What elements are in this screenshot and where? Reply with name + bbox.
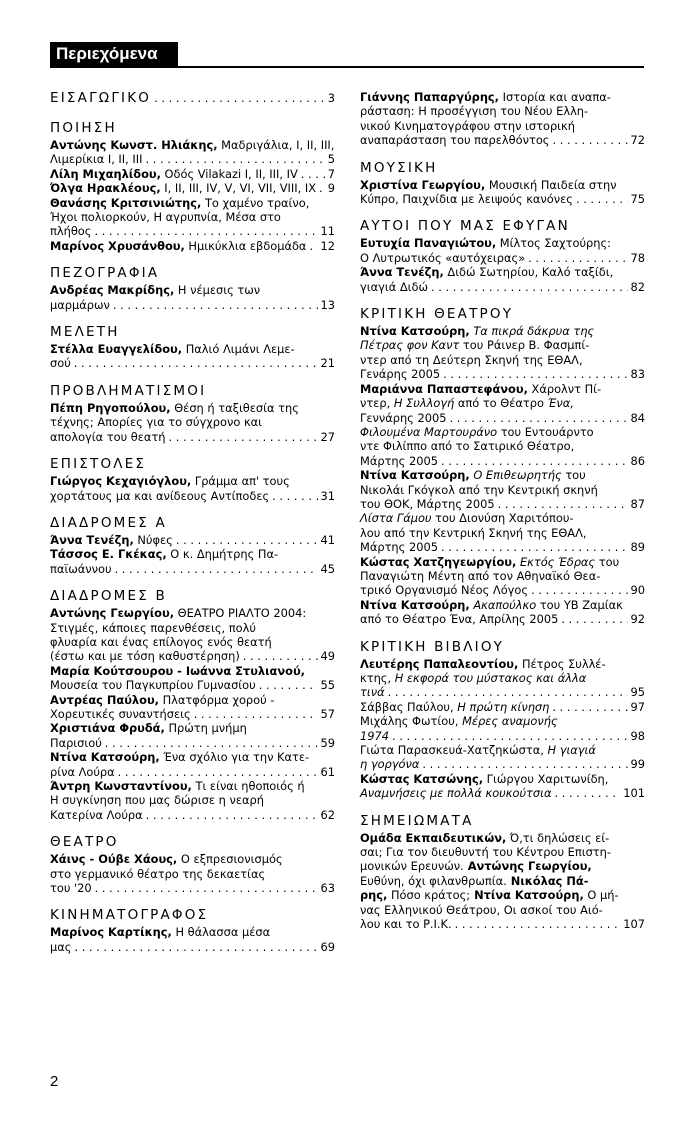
section-title: ΚΡΙΤΙΚΗ ΘΕΑΤΡΟΥ	[360, 306, 514, 323]
author-name: Μαρία Κούτσουρου - Ιωάννα Στυλιανού,	[50, 663, 305, 678]
author-name: Μαριάννα Παπαστεφάνου,	[360, 381, 528, 396]
author-name: Χάινς - Ούβε Χάους,	[50, 852, 178, 867]
author-name: Πέπη Ρηγοπούλου,	[50, 400, 171, 415]
section-title: ΔΙΑΔΡΟΜΕΣ Β	[50, 588, 167, 605]
author-name: Ντίνα Κατσούρη,	[470, 888, 584, 903]
author-name: Αντώνης Γεωργίου,	[463, 859, 592, 874]
section-title: ΚΡΙΤΙΚΗ ΒΙΒΛΙΟΥ	[360, 638, 505, 655]
work-title: Ευθύνη, όχι φιλανθρωπία.	[360, 873, 507, 888]
work-title: Μάρτης 2005	[360, 540, 438, 555]
page-ref: 11	[320, 224, 335, 239]
toc-entry-continued	[360, 90, 645, 148]
toc-entry[interactable]	[50, 196, 335, 239]
author-name: Νικόλας Πά-	[506, 873, 589, 888]
page-ref: 12	[320, 238, 335, 253]
toc-entry[interactable]	[50, 283, 335, 312]
toc-entry[interactable]	[360, 743, 645, 772]
page-ref: 45	[320, 561, 335, 576]
page-ref: 92	[630, 612, 645, 627]
toc-entry[interactable]	[50, 138, 335, 167]
work-title: Γιώτα Παρασκευά-Χατζηκώστα,	[360, 743, 548, 758]
toc-entry[interactable]	[360, 831, 645, 932]
toc-entry[interactable]	[360, 178, 645, 207]
work-title: του	[561, 468, 586, 483]
work-title: του ΥΒ Ζαμίακ	[536, 597, 623, 612]
page-ref: 97	[630, 699, 645, 714]
page-ref: 61	[320, 764, 335, 779]
work-title: Σάββας Παύλου,	[360, 699, 458, 714]
work-title: λου από την Κεντρική Σκηνή της ΕΘΑΛ,	[360, 525, 587, 540]
work-title: ντερ από τη Δεύτερη Σκηνή της ΕΘΑΛ,	[360, 352, 583, 367]
section-title: ΕΙΣΑΓΩΓΙΚΟ	[50, 90, 152, 106]
work-title: Ο Επιθεωρητής	[469, 468, 562, 483]
page-ref: 57	[320, 706, 335, 721]
author-name: Ντίνα Κατσούρη,	[50, 750, 160, 765]
page-ref: 55	[320, 678, 335, 693]
toc-entry[interactable]	[50, 533, 335, 547]
work-title: τινά	[360, 685, 385, 700]
work-title: Θέση ή ταξιθεσία της	[170, 400, 299, 415]
work-title: τέχνης; Απορίες για το σύγχρονο και	[50, 415, 263, 430]
page-ref: 90	[630, 583, 645, 598]
toc-right-column	[360, 90, 645, 944]
toc-entry[interactable]	[50, 693, 335, 722]
work-title: Μουσική Παιδεία στην	[485, 177, 617, 192]
work-title: Πέτρος Συλλέ-	[518, 656, 606, 671]
author-name: Αντώνης Γεωργίου,	[50, 606, 175, 621]
author-name: Μαρίνος Χρυσάνθου,	[50, 238, 185, 253]
author-name: Ομάδα Εκπαιδευτικών,	[360, 830, 507, 845]
work-title: Νύφες	[133, 532, 173, 547]
work-title: Γενάρης 2005	[360, 367, 441, 382]
toc-section-cinema	[50, 907, 335, 954]
work-title: Μάρτης 2005	[360, 453, 438, 468]
work-title: του Εντουάρντο	[497, 424, 594, 439]
author-name: Κώστας Κατσώνης,	[360, 771, 484, 786]
toc-entry[interactable]	[360, 598, 645, 627]
author-name: Θανάσης Κριτσινιώτης,	[50, 195, 202, 210]
page-ref: 107	[623, 917, 645, 932]
work-title: Γράμμα απ' τους	[191, 474, 290, 489]
page-title: Περιεχόμενα	[50, 42, 178, 66]
work-title: Παρισιού	[50, 735, 102, 750]
work-title: Οδός Vilakazi I, II, III, IV	[160, 166, 298, 181]
toc-section-notes	[360, 813, 645, 932]
work-title: ράσταση: Η προσέγγιση του Νέου Ελλη-	[360, 104, 589, 119]
section-title: ΠΟΙΗΣΗ	[50, 120, 117, 136]
work-title: Ήχοι πολιορκούν, Η αγρυπνία, Μέσα στο	[50, 210, 281, 225]
work-title: Γιώργου Χαριτωνίδη,	[483, 771, 609, 786]
toc-entry[interactable]	[50, 474, 335, 503]
toc-section-routes-a	[50, 515, 335, 576]
work-title: σού	[50, 356, 71, 371]
page-ref: 99	[630, 757, 645, 772]
work-title: γιαγιά Διδώ	[360, 279, 428, 294]
work-title: Η γιαγιά	[547, 743, 596, 758]
section-title: ΚΙΝΗΜΑΤΟΓΡΑΦΟΣ	[50, 907, 209, 924]
work-title: αναπαράσταση του παρελθόντος	[360, 133, 550, 148]
work-title: λου και το Ρ.Ι.Κ.	[360, 917, 452, 932]
page-ref: 72	[630, 133, 645, 148]
work-title: Ό,τι δηλώσεις εί-	[506, 830, 610, 845]
work-title: από το Θέατρο Ένα, Απρίλης 2005	[360, 612, 559, 627]
author-name: Χριστίνα Γεωργίου,	[360, 177, 486, 192]
work-title: χορτάτους μα και ανίδεους Αντίποδες	[50, 488, 270, 503]
toc-section-study	[50, 324, 335, 371]
work-title: Πέτρας φον Καντ	[360, 338, 460, 353]
work-title: Τα πικρά δάκρυα της	[469, 324, 595, 339]
author-name: Λίλη Μιχαηλίδου,	[50, 166, 161, 181]
work-title: Ακαπούλκο	[469, 597, 537, 612]
page-ref: 31	[320, 488, 335, 503]
page-ref: 101	[623, 786, 645, 801]
author-name: Στέλλα Ευαγγελίδου,	[50, 342, 183, 357]
toc-section-routes-b	[50, 588, 335, 822]
toc-entry[interactable]	[50, 342, 335, 371]
work-title: Τι είναι ηθοποιός ή	[191, 779, 305, 793]
work-title: σαι; Για τον διευθυντή του Κέντρου Επιστη-	[360, 845, 611, 860]
author-name: ρης,	[360, 888, 388, 903]
page-ref: 84	[630, 410, 645, 425]
work-title: του ΘΟΚ, Μάρτης 2005	[360, 496, 495, 511]
author-name: Αντρέας Παύλου,	[50, 692, 159, 707]
toc-section-reflections	[50, 383, 335, 444]
toc-entry[interactable]	[50, 779, 335, 822]
toc-entry[interactable]	[360, 555, 645, 598]
work-title: Μέρες αναμονής	[462, 714, 558, 729]
toc-entry[interactable]	[360, 714, 645, 743]
toc-entry[interactable]	[360, 468, 645, 511]
author-name: Λευτέρης Παπαλεοντίου,	[360, 656, 519, 671]
work-title: Παναγιώτη Μέντη από τον Αθηναϊκό Θεα-	[360, 568, 601, 583]
toc-entry[interactable]	[50, 401, 335, 444]
work-title: η γοργόνα	[360, 757, 420, 772]
page-ref: 89	[630, 540, 645, 555]
work-title: Παλιό Λιμάνι Λεμε-	[182, 342, 295, 357]
work-title: (έστω και με τόση καθυστέρηση)	[50, 649, 240, 664]
work-title: Ο κ. Δημήτρης Πα-	[166, 547, 279, 562]
author-name: Άννα Τενέζη,	[50, 532, 134, 547]
work-title: Η συγκίνηση που μας δώρισε η νεαρή	[50, 793, 264, 808]
work-title: του	[595, 554, 620, 569]
author-name: Αντώνης Κωνστ. Ηλιάκης,	[50, 138, 218, 152]
author-name: Γιάννης Παπαργύρης,	[360, 90, 500, 104]
work-title: Κύπρο, Παιχνίδια με λειψούς κανόνες	[360, 192, 573, 207]
work-title: Πρώτη μνήμη	[164, 721, 247, 736]
work-title: Κατερίνα Λούρα	[50, 807, 143, 822]
toc-section-prose	[50, 265, 335, 312]
toc-entry[interactable]	[360, 382, 645, 425]
work-title: μας	[50, 939, 72, 954]
work-title: I, II, III, IV, V, VI, VII, VIII, IX	[160, 181, 317, 196]
work-title: του '20	[50, 881, 92, 896]
section-title: ΣΗΜΕΙΩΜΑΤΑ	[360, 812, 474, 829]
toc-entry[interactable]	[50, 852, 335, 895]
work-title: παϊωάννου	[50, 561, 112, 576]
toc-entry[interactable]	[50, 167, 335, 181]
work-title: Διδώ Σωτηρίου, Καλό ταξίδι,	[443, 265, 614, 280]
work-title: Εκτός Έδρας	[516, 554, 596, 569]
work-title: Στιγμές, κάποιες παρενθέσεις, πολύ	[50, 620, 256, 635]
page-ref: 27	[320, 429, 335, 444]
toc-entry[interactable]	[360, 700, 645, 714]
work-title: του Ράινερ Β. Φασμπί-	[459, 338, 590, 353]
page-header	[50, 42, 644, 68]
work-title: Η εκφορά του μύστακος και άλλα	[394, 671, 587, 685]
work-title: Ένα σχόλιο για την Κατε-	[159, 750, 310, 765]
author-name: Ευτυχία Παναγιώτου,	[360, 236, 497, 251]
work-title: Ο εξπρεσιονισμός	[177, 852, 283, 867]
page-ref: 78	[630, 250, 645, 265]
author-name: Τάσσος Ε. Γκέκας,	[50, 547, 167, 562]
toc-entry[interactable]	[50, 239, 335, 253]
author-name: Άντρη Κωνσταντίνου,	[50, 779, 192, 793]
work-title: ντε Φιλίππο από το Σατιρικό Θέατρο,	[360, 439, 575, 454]
author-name: Χριστιάνα Φρυδά,	[50, 721, 165, 736]
work-title: Πόσο κράτος;	[387, 888, 471, 903]
author-name: Ανδρέας Μακρίδης,	[50, 283, 175, 298]
toc-entry[interactable]	[50, 925, 335, 954]
section-title: ΠΕΖΟΓΡΑΦΙΑ	[50, 265, 160, 282]
page-ref: 59	[320, 735, 335, 750]
toc-section-theatre	[50, 834, 335, 895]
section-title: ΜΕΛΕΤΗ	[50, 324, 120, 341]
toc-entry[interactable]	[360, 90, 645, 148]
work-title: Η Συλλογή	[393, 396, 455, 411]
work-title: Ιστορία και αναπα-	[499, 90, 611, 104]
work-title: πλήθος	[50, 224, 92, 239]
page-ref: 87	[630, 496, 645, 511]
toc-section-intro	[50, 90, 335, 108]
page-ref: 86	[630, 453, 645, 468]
toc-entry[interactable]	[360, 425, 645, 468]
work-title: Χορευτικές συναντήσεις	[50, 706, 191, 721]
work-title: Μιχάλης Φωτίου,	[360, 714, 463, 729]
work-title: στο γερμανικό θέατρο της δεκαετίας	[50, 866, 266, 881]
author-name: Όλγα Ηρακλέους,	[50, 181, 161, 196]
page-ref: 49	[320, 649, 335, 664]
toc-entry[interactable]	[50, 606, 335, 664]
section-title: ΕΠΙΣΤΟΛΕΣ	[50, 456, 147, 473]
work-title: Η θάλασσα μέσα	[171, 925, 271, 940]
author-name: Γιώργος Κεχαγιόγλου,	[50, 474, 192, 489]
page-ref: 7	[327, 166, 335, 181]
toc-entry[interactable]	[360, 657, 645, 700]
toc-left-column	[50, 90, 335, 966]
toc-entry[interactable]	[360, 511, 645, 554]
section-title: ΘΕΑΤΡΟ	[50, 834, 119, 851]
work-title: ΘΕΑΤΡΟ ΡΙΑΛΤΟ 2004:	[174, 606, 307, 621]
work-title: ρίνα Λούρα	[50, 764, 115, 779]
page-ref: 75	[630, 192, 645, 207]
section-title: ΑΥΤΟΙ ΠΟΥ ΜΑΣ ΕΦΥΓΑΝ	[360, 218, 570, 235]
work-title: νικού Κινηματογράφου στην ιστορική	[360, 118, 575, 133]
toc-section-obituaries	[360, 218, 645, 294]
work-title: Χάρολντ Πί-	[527, 381, 602, 396]
page-ref: 3	[327, 91, 335, 105]
page-ref: 95	[630, 685, 645, 700]
work-title: μαρμάρων	[50, 297, 110, 312]
work-title: Νικολάι Γκόγκολ από την Κεντρική σκηνή	[360, 482, 598, 497]
work-title: Το χαμένο τραίνο,	[201, 195, 310, 210]
author-name: Μαρίνος Καρτίκης,	[50, 925, 172, 940]
work-title: από το Θέατρο	[454, 396, 548, 411]
page-ref: 98	[630, 728, 645, 743]
toc-entry[interactable]	[360, 265, 645, 294]
work-title: Αναμνήσεις με πολλά κουκούτσια	[360, 786, 552, 801]
author-name: Άννα Τενέζη,	[360, 265, 444, 280]
page-ref: 62	[320, 807, 335, 822]
page-number: 2	[50, 1073, 59, 1090]
work-title: Ημικύκλια εβδομάδα	[184, 238, 307, 253]
work-title: Μίλτος Σαχτούρης:	[496, 236, 612, 251]
work-title: του Διονύση Χαριτόπου-	[431, 511, 574, 526]
toc-entry[interactable]	[50, 664, 335, 693]
work-title: Ο Λυτρωτικός «αυτόχειρας»	[360, 250, 526, 265]
toc-entry[interactable]	[360, 236, 645, 265]
page-ref: 9	[327, 181, 335, 196]
toc-entry[interactable]	[50, 90, 335, 108]
work-title: Ένα,	[547, 396, 574, 411]
work-title: Λίστα Γάμου	[360, 511, 432, 526]
page-ref: 63	[320, 881, 335, 896]
work-title: Λιμερίκια I, II, III	[50, 152, 143, 167]
toc-entry[interactable]	[360, 772, 645, 801]
author-name: Κώστας Χατζηγεωργίου,	[360, 554, 517, 569]
page-ref: 41	[320, 532, 335, 547]
work-title: κτης,	[360, 671, 395, 685]
work-title: Μαδριγάλια, I, II, III,	[217, 138, 335, 152]
page-ref: 69	[320, 939, 335, 954]
work-title: Η νέμεσις των	[174, 283, 261, 298]
work-title: μονικών Ερευνών.	[360, 859, 464, 874]
toc-section-music	[360, 160, 645, 207]
toc-section-theatre-critique	[360, 306, 645, 627]
author-name: Ντίνα Κατσούρη,	[360, 597, 470, 612]
toc-entry[interactable]	[360, 324, 645, 382]
work-title: τρικό Οργανισμό Νέος Λόγος	[360, 583, 529, 598]
page-ref: 5	[327, 152, 335, 167]
author-name: Ντίνα Κατσούρη,	[360, 468, 470, 483]
author-name: Ντίνα Κατσούρη,	[360, 324, 470, 339]
work-title: Η πρώτη κίνηση	[457, 699, 550, 714]
section-title: ΜΟΥΣΙΚΗ	[360, 159, 438, 176]
work-title: Πλατφόρμα χορού -	[158, 692, 275, 707]
work-title: 1974	[360, 728, 389, 743]
toc-entry[interactable]	[50, 181, 335, 195]
page-ref: 13	[320, 297, 335, 312]
toc-entry[interactable]	[50, 750, 335, 779]
work-title: Φιλουμένα Μαρτουράνο	[360, 424, 498, 439]
work-title: Γεννάρης 2005	[360, 410, 447, 425]
toc-section-poetry	[50, 120, 335, 253]
work-title: απολογία του θεατή	[50, 429, 166, 444]
section-title: ΔΙΑΔΡΟΜΕΣ Α	[50, 514, 167, 531]
page-ref: 83	[630, 367, 645, 382]
work-title: Μουσεία του Παγκυπρίου Γυμνασίου	[50, 678, 256, 693]
toc-section-book-critique	[360, 639, 645, 801]
work-title: ντερ,	[360, 396, 394, 411]
toc-section-letters	[50, 456, 335, 503]
work-title: Ο μή-	[583, 888, 619, 903]
work-title: νας Ελληνικού Θεάτρου, Οι ασκοί του Αιό-	[360, 902, 603, 917]
toc-entry[interactable]	[50, 547, 335, 576]
work-title: φλυαρία και ένας επίλογος ενός θεατή	[50, 634, 272, 649]
section-title: ΠΡΟΒΛΗΜΑΤΙΣΜΟΙ	[50, 382, 207, 399]
toc-entry[interactable]	[50, 721, 335, 750]
page-ref: 21	[320, 356, 335, 371]
page-ref: 82	[630, 279, 645, 294]
